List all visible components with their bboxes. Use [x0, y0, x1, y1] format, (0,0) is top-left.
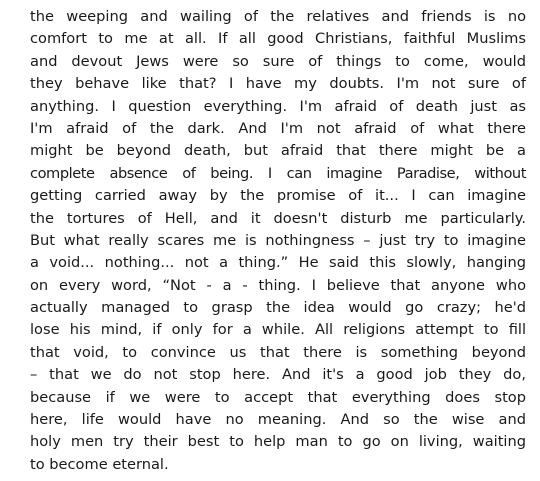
paragraph-line: because if we were to accept that everything does stop	[30, 388, 526, 406]
next-line-cutoff	[30, 475, 526, 481]
paragraph-line: here, life would have no meaning. And so the wise and	[30, 411, 526, 429]
paragraph-line: they behave like that? I have my doubts. I'm not sure of	[30, 75, 526, 93]
paragraph-line: a void... nothing... not a thing.” He said this slowly, hanging	[30, 254, 526, 272]
paragraph-line: that void, to convince us that there is something beyond	[30, 343, 526, 361]
paragraph-line: But what really scares me is nothingness – just try to imagine	[30, 231, 526, 249]
paragraph-line: – that we do not stop here. And it's a good job they do,	[30, 366, 526, 384]
paragraph-line: actually managed to grasp the idea would go crazy; he'd	[30, 299, 526, 317]
cutoff-text-fragment	[30, 475, 526, 481]
paragraph-line: comfort to me at all. If all good Christians, faithful Muslims	[30, 30, 526, 48]
paragraph-line: getting carried away by the promise of it... I can imagine	[30, 187, 526, 205]
paragraph-line: the weeping and wailing of the relatives and friends is no	[30, 8, 526, 25]
paragraph-line: might be beyond death, but afraid that there might be a	[30, 142, 526, 160]
paragraph-line: on every word, “Not - a - thing. I believe that anyone who	[30, 276, 526, 294]
paragraph-line: holy men try their best to help man to go on living, waiting	[30, 433, 526, 451]
paragraph-line: I'm afraid of the dark. And I'm not afraid of what there	[30, 119, 526, 137]
paragraph-last-line: to become eternal.	[30, 455, 169, 473]
text-page	[30, 6, 526, 476]
paragraph-line: the tortures of Hell, and it doesn't disturb me particularly.	[30, 209, 526, 227]
paragraph-line: anything. I question everything. I'm afraid of death just as	[30, 97, 526, 115]
paragraph-line: complete absence of being. I can imagine Paradise, without	[30, 164, 526, 182]
paragraph-line: and devout Jews were so sure of things to come, would	[30, 52, 526, 70]
paragraph-line: lose his mind, if only for a while. All religions attempt to fill	[30, 321, 526, 339]
